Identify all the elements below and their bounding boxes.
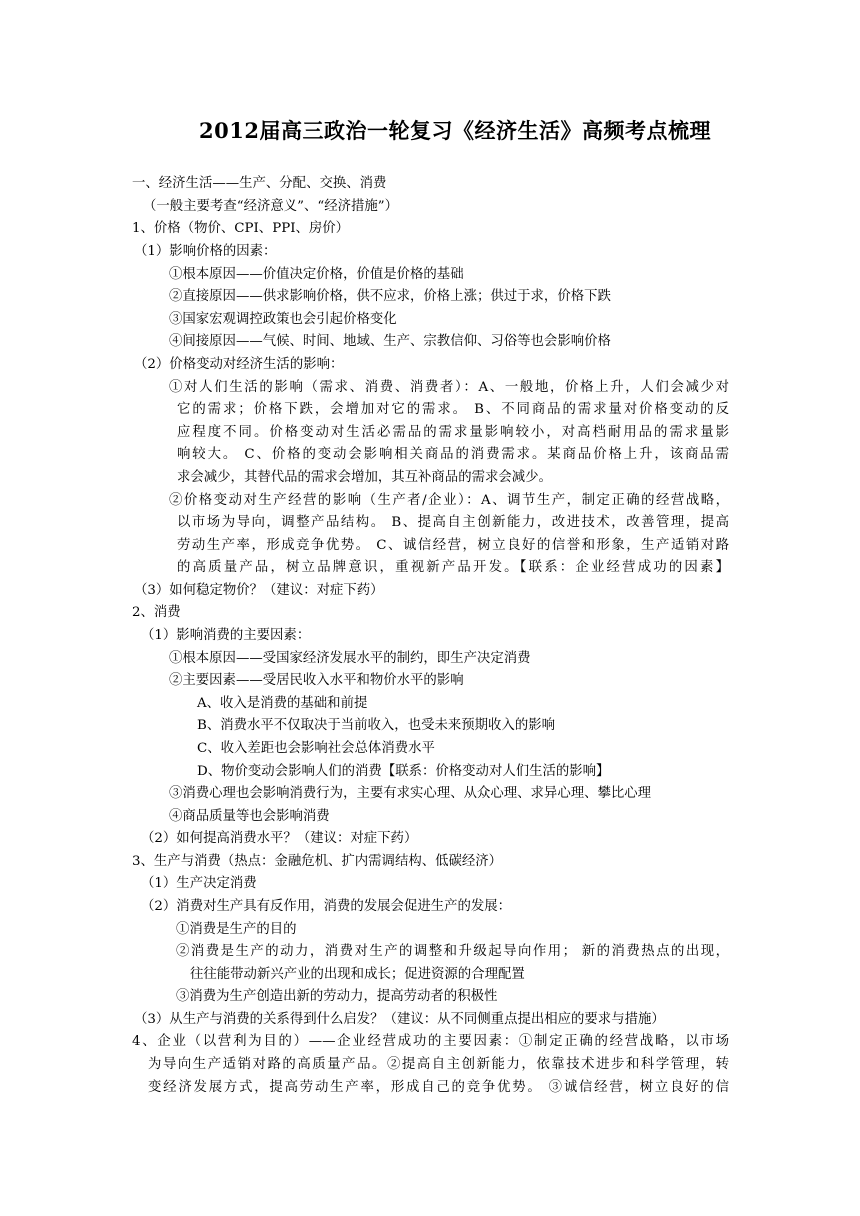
list-item: ②直接原因——供求影响价格，供不应求，价格上涨；供过于求，价格下跌 [169, 289, 611, 304]
text-line: （3）从生产与消费的关系得到什么启发？（建议：从不同侧重点提出相应的要求与措施） [134, 1012, 665, 1027]
text-line: （1）影响消费的主要因素： [141, 628, 311, 643]
text-line: （2）价格变动对经济生活的影响： [134, 357, 344, 372]
page-title: 2012届高三政治一轮复习《经济生活》高频考点梳理 [199, 118, 711, 143]
list-item: C、收入差距也会影响社会总体消费水平 [197, 741, 435, 756]
text-line: 求会减少，其替代品的需求会增加，其互补商品的需求会减少。 [177, 470, 552, 485]
text-line: 的高质量产品，树立品牌意识，重视新产品开发。【联系：企业经营成功的因素】 [177, 560, 729, 575]
text-line: 以市场为导向，调整产品结构。 B、提高自主创新能力，改进技术，改善管理，提高 [177, 515, 729, 530]
text-line: （1）影响价格的因素： [134, 244, 277, 259]
list-item: ④商品质量等也会影响消费 [169, 809, 330, 824]
text-line: （2）如何提高消费水平？（建议：对症下药） [141, 831, 418, 846]
list-item: ②价格变动对生产经营的影响（生产者/企业）：A、调节生产，制定正确的经营战略， [169, 493, 729, 508]
list-item: ①对人们生活的影响（需求、消费、消费者）：A、一般地，价格上升，人们会减少对 [169, 380, 729, 395]
text-line: 变经济发展方式，提高劳动生产率，形成自己的竞争优势。 ③诚信经营，树立良好的信 [148, 1080, 729, 1095]
list-item: ①根本原因——价值决定价格，价值是价格的基础 [169, 267, 464, 282]
text-line: （一般主要考查“经济意义”、“经济措施”） [143, 199, 399, 214]
text-line: （2）消费对生产具有反作用，消费的发展会促进生产的发展： [141, 899, 512, 914]
text-line: （3）如何稳定物价？（建议：对症下药） [134, 583, 384, 598]
list-item: ③消费为生产创造出新的劳动力，提高劳动者的积极性 [176, 989, 498, 1004]
list-item: ①消费是生产的目的 [176, 922, 297, 937]
text-line: 它的需求；价格下跌，会增加对它的需求。 B、不同商品的需求量对价格变动的反 [177, 402, 729, 417]
list-item: ②消费是生产的动力，消费对生产的调整和升级起导向作用； 新的消费热点的出现， [176, 944, 729, 959]
list-item: ③国家宏观调控政策也会引起价格变化 [169, 312, 397, 327]
list-item: ③消费心理也会影响消费行为，主要有求实心理、从众心理、求异心理、攀比心理 [169, 786, 652, 801]
subsection-heading-enterprise: 4、企业（以营利为目的）——企业经营成功的主要因素：①制定正确的经营战略，以市场 [132, 1034, 729, 1049]
subsection-heading-consumption: 2、消费 [132, 605, 181, 620]
text-line: 劳动生产率，形成竞争优势。 C、诚信经营，树立良好的信誉和形象，生产适销对路 [177, 538, 729, 553]
text-line: 应程度不同。价格变动对生活必需品的需求量影响较小，对高档耐用品的需求量影 [177, 425, 729, 440]
text-line: 往往能带动新兴产业的出现和成长；促进资源的合理配置 [190, 967, 525, 982]
text-line: 为导向生产适销对路的高质量产品。②提高自主创新能力，依靠技术进步和科学管理，转 [148, 1057, 729, 1072]
text-line: 响较大。 C、价格的变动会影响相关商品的消费需求。某商品价格上升，该商品需 [177, 447, 729, 462]
list-item: A、收入是消费的基础和前提 [197, 696, 368, 711]
list-item: ①根本原因——受国家经济发展水平的制约，即生产决定消费 [169, 651, 531, 666]
subsection-heading-price: 1、价格（物价、CPI、PPI、房价） [132, 221, 350, 236]
list-item: ④间接原因——气候、时间、地域、生产、宗教信仰、习俗等也会影响价格 [169, 334, 611, 349]
list-item: B、消费水平不仅取决于当前收入，也受未来预期收入的影响 [197, 718, 555, 733]
text-line: （1）生产决定消费 [141, 876, 257, 891]
subsection-heading-production: 3、生产与消费（热点：金融危机、扩内需调结构、低碳经济） [132, 854, 503, 869]
list-item: D、物价变动会影响人们的消费【联系：价格变动对人们生活的影响】 [197, 764, 610, 779]
section-heading-1: 一、经济生活——生产、分配、交换、消费 [132, 176, 387, 191]
list-item: ②主要因素——受居民收入水平和物价水平的影响 [169, 673, 464, 688]
